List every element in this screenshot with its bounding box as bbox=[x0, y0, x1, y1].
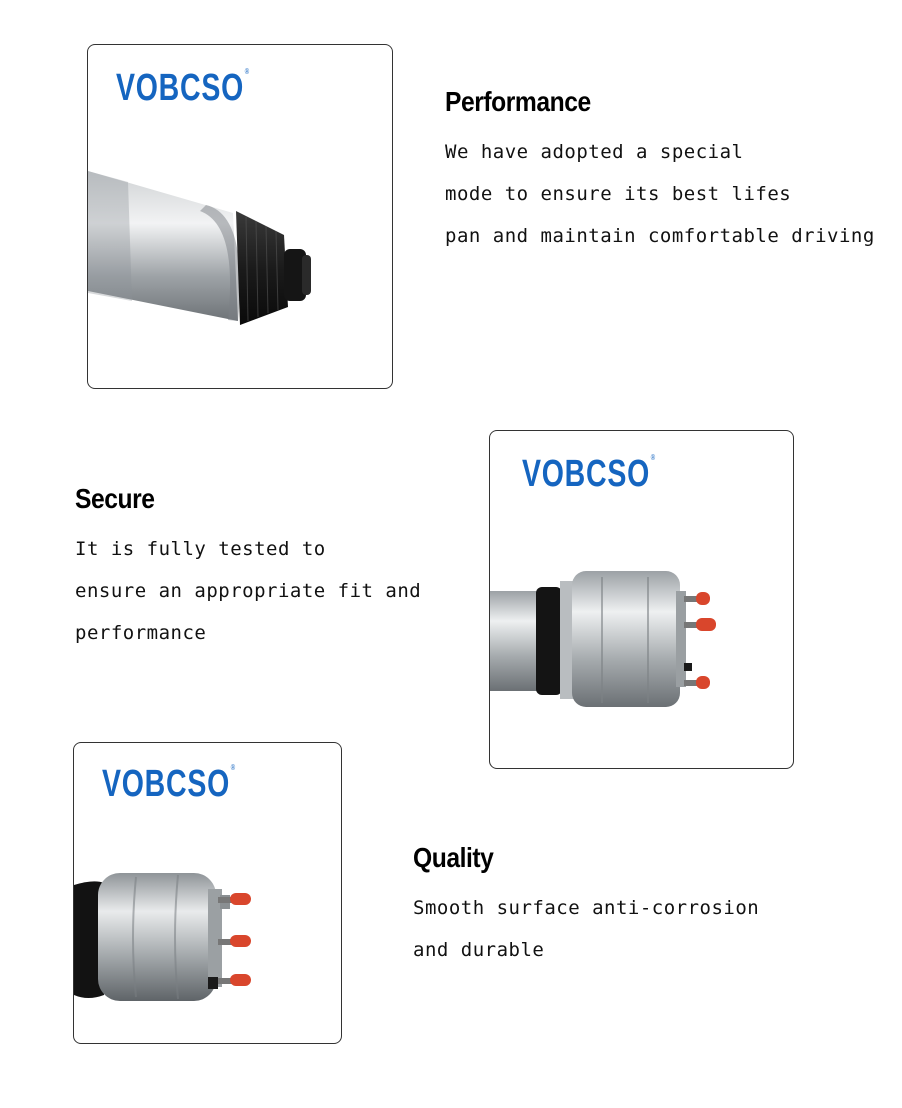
product-image-card-2 bbox=[489, 430, 794, 769]
performance-text-line-2: mode to ensure its best lifes bbox=[445, 183, 792, 205]
secure-text-line-1: It is fully tested to bbox=[75, 538, 326, 560]
section-heading-performance: Performance bbox=[445, 86, 591, 117]
performance-text-line-3: pan and maintain comfortable driving bbox=[445, 225, 875, 247]
section-heading-quality: Quality bbox=[413, 842, 494, 873]
section-heading-secure: Secure bbox=[75, 483, 155, 514]
product-image-card-3 bbox=[73, 742, 342, 1044]
air-spring-top-cap-angled-image bbox=[74, 743, 341, 1043]
product-image-card-1 bbox=[87, 44, 393, 389]
performance-text-line-1: We have adopted a special bbox=[445, 141, 744, 163]
brand-logo: VOBCSO® bbox=[102, 763, 236, 805]
quality-text-line-2: and durable bbox=[413, 939, 545, 961]
air-spring-bellows-image bbox=[88, 45, 392, 388]
secure-text-line-3: performance bbox=[75, 622, 207, 644]
brand-logo: VOBCSO® bbox=[116, 67, 250, 109]
quality-text-line-1: Smooth surface anti-corrosion bbox=[413, 897, 760, 919]
brand-logo: VOBCSO® bbox=[522, 453, 656, 495]
air-spring-top-cap-image bbox=[490, 431, 793, 768]
secure-text-line-2: ensure an appropriate fit and bbox=[75, 580, 422, 602]
